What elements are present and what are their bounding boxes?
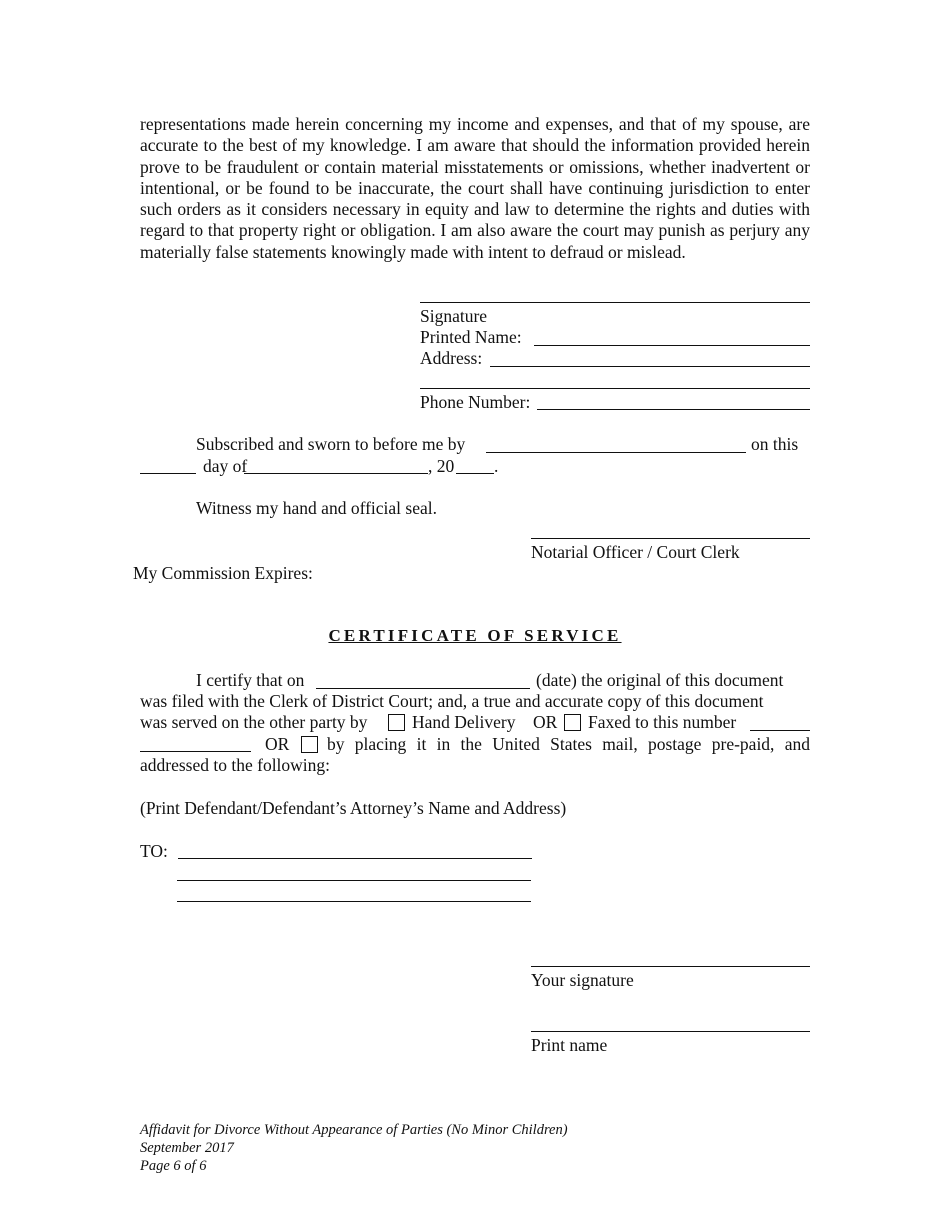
fax-number-field[interactable] [750,730,810,731]
print-name-label: Print name [531,1035,608,1055]
signature-label: Signature [420,306,488,326]
addressed-text: addressed to the following: [140,755,331,775]
address-field-line-2[interactable] [420,388,810,389]
service-date-field[interactable] [316,688,530,689]
address-label: Address: [420,348,483,368]
hand-delivery-checkbox[interactable] [388,714,405,731]
affiant-name-field[interactable] [486,452,746,453]
or-text-2: OR [265,734,290,754]
hand-delivery-label: Hand Delivery [412,712,516,732]
filed-line: was filed with the Clerk of District Court; and, a true and accurate copy of this document [140,691,764,711]
mail-checkbox[interactable] [301,736,318,753]
day-field[interactable] [140,473,196,474]
on-this-text: on this [751,434,799,454]
year-field[interactable] [456,473,494,474]
month-field[interactable] [244,473,428,474]
address-field[interactable] [490,366,810,367]
day-of-text: day of [203,456,248,476]
fax-number-field-2[interactable] [140,751,251,752]
phone-field[interactable] [537,409,810,410]
your-signature-line[interactable] [531,966,810,967]
to-address-line-2[interactable] [177,880,531,881]
footer-title: Affidavit for Divorce Without Appearance of Parties (No Minor Children) [140,1122,568,1138]
footer-date: September 2017 [140,1140,234,1156]
notary-signature-line[interactable] [531,538,810,539]
printed-name-label: Printed Name: [420,327,522,347]
printed-name-field[interactable] [534,345,810,346]
faxed-label: Faxed to this number [588,712,737,732]
notary-label: Notarial Officer / Court Clerk [531,542,740,562]
witness-text: Witness my hand and official seal. [196,498,437,518]
to-address-line-1[interactable] [178,858,532,859]
mail-text: by placing it in the United States mail, postage pre-paid, and [327,734,810,754]
certify-suffix: (date) the original of this document [536,670,784,690]
certificate-heading: CERTIFICATE OF SERVICE [328,626,622,645]
your-signature-label: Your signature [531,970,634,990]
print-defendant-text: (Print Defendant/Defendant’s Attorney’s Name and Address) [140,798,567,818]
intro-paragraph: representations made herein concerning my income and expenses, and that of my spouse, are accurate to the best of my knowledge. I am aware that should the information provided herein prove to be fraudulent or contain material misstatements or omissions, whether inadvertent or intentional, or be found to be inaccurate, the court shall have continuing jurisdiction to enter such orders as it considers necessary in equity and law to determine the rights and duties with regard to that property right or obligation. I am also aware the court may punish as perjury any materially false statements knowingly made with intent to defraud or mislead. [140,114,810,262]
year-suffix: . [494,456,499,476]
faxed-checkbox[interactable] [564,714,581,731]
subscribed-text: Subscribed and sworn to before me by [196,434,466,454]
or-text-1: OR [533,712,558,732]
commission-label: My Commission Expires: [133,563,313,583]
served-prefix: was served on the other party by [140,712,368,732]
print-name-line[interactable] [531,1031,810,1032]
phone-label: Phone Number: [420,392,531,412]
to-label: TO: [140,841,168,861]
signature-line [420,302,810,303]
year-prefix: , 20 [428,456,455,476]
footer-page: Page 6 of 6 [140,1158,207,1174]
certify-prefix: I certify that on [196,670,305,690]
to-address-line-3[interactable] [177,901,531,902]
